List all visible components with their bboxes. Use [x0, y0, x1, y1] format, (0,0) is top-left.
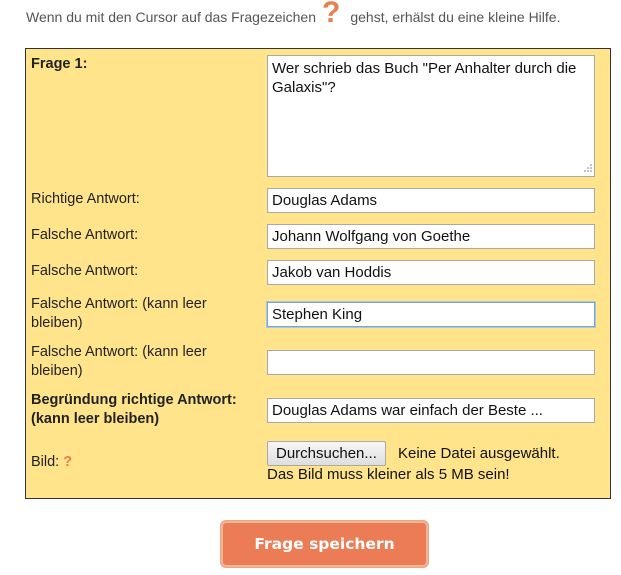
wrong-answer-2-input[interactable] [267, 260, 595, 285]
wrong-answer-4-label: Falsche Antwort: (kann leer bleiben) [31, 344, 207, 379]
help-hint-text-before: Wenn du mit den Cursor auf das Fragezeichen [26, 9, 317, 25]
question-label: Frage 1: [31, 56, 88, 72]
question-form [25, 48, 611, 499]
wrong-answer-1-label: Falsche Antwort: [31, 227, 139, 243]
wrong-answer-3-label: Falsche Antwort: (kann leer bleiben) [31, 296, 207, 331]
question-mark-icon: ? [322, 0, 341, 29]
image-size-note: Das Bild muss kleiner als 5 MB sein! [267, 466, 510, 483]
wrong-answer-2-label: Falsche Antwort: [31, 263, 139, 279]
correct-answer-label: Richtige Antwort: [31, 191, 140, 207]
help-hint-text-after: gehst, erhälst du eine kleine Hilfe. [350, 9, 561, 25]
help-hint [26, 0, 560, 34]
no-file-selected-text: Keine Datei ausgewählt. [398, 445, 560, 462]
image-label-row [31, 453, 72, 472]
wrong-answer-4-input[interactable] [267, 350, 595, 375]
image-label: Bild: [31, 454, 60, 470]
browse-button[interactable]: Durchsuchen... [267, 441, 386, 466]
reason-input[interactable] [267, 398, 595, 423]
reason-label: Begründung richtige Antwort: (kann leer bleiben) [31, 392, 237, 427]
save-question-button[interactable]: Frage speichern [220, 520, 429, 568]
question-textarea[interactable] [267, 55, 595, 177]
image-help-icon[interactable]: ? [63, 454, 73, 470]
wrong-answer-1-input[interactable] [267, 224, 595, 249]
wrong-answer-3-input[interactable] [267, 302, 595, 327]
correct-answer-input[interactable] [267, 188, 595, 213]
